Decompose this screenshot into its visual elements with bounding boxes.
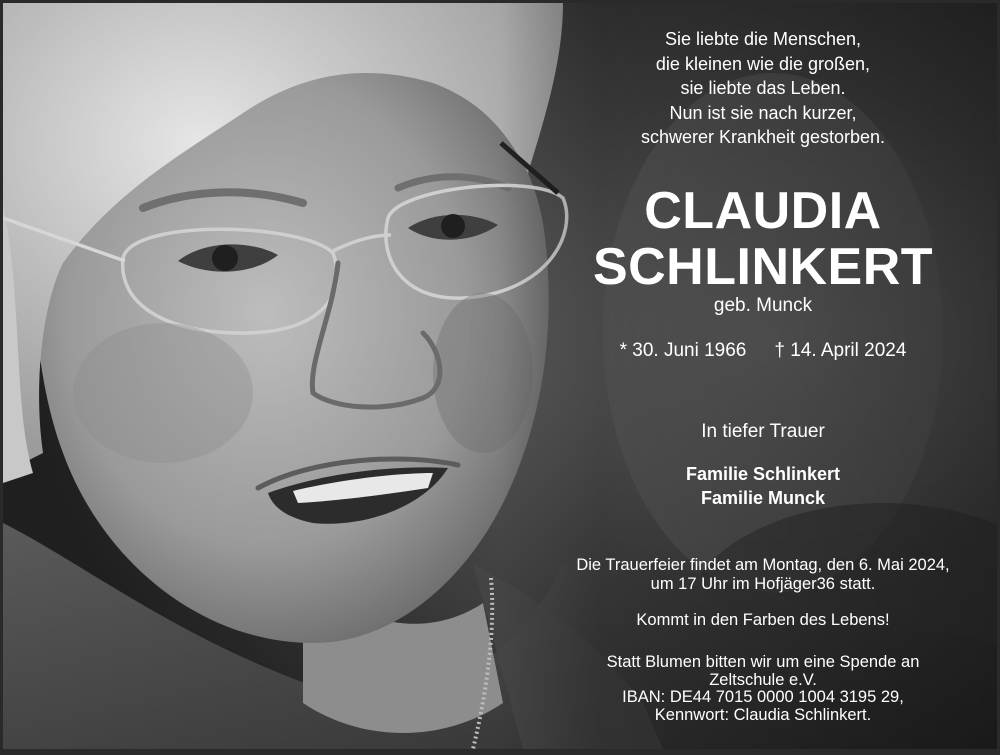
mourning-families [523,462,997,510]
poem-line: Nun ist sie nach kurzer, [669,102,857,123]
service-line: Die Trauerfeier findet am Montag, den 6. Mai 2024, [576,556,950,574]
life-dates [523,340,997,362]
donation-info [523,654,997,724]
poem-line: Sie liebte die Menschen, [664,29,862,49]
donation-line: IBAN: DE44 7015 0000 1004 3195 29, [622,688,904,706]
birth-date: * 30. Juni 1966 [619,340,747,361]
donation-line: Zeltschule e.V. [709,670,817,689]
mourning-intro: In tiefer Trauer [701,421,825,442]
last-name: SCHLINKERT [592,238,934,296]
family-name: Familie Munck [700,488,826,508]
poem-line: schwerer Krankheit gestorben. [640,127,886,147]
obituary-notice [3,3,997,749]
donation-line: Statt Blumen bitten wir um eine Spende an [606,653,920,671]
birth-name: geb. Munck [713,295,813,316]
deceased-name [523,183,997,295]
funeral-service-info [523,556,997,594]
poem [523,27,997,150]
dress-note: Kommt in den Farben des Lebens! [636,611,890,629]
family-name: Familie Schlinkert [685,464,841,484]
poem-line: sie liebte das Leben. [680,78,846,98]
notice-text [523,3,997,749]
service-line: um 17 Uhr im Hofjäger36 statt. [650,575,876,593]
death-date: † 14. April 2024 [774,340,907,361]
poem-line: die kleinen wie die großen, [655,53,871,74]
first-name: CLAUDIA [644,182,882,240]
donation-line: Kennwort: Claudia Schlinkert. [654,705,872,724]
